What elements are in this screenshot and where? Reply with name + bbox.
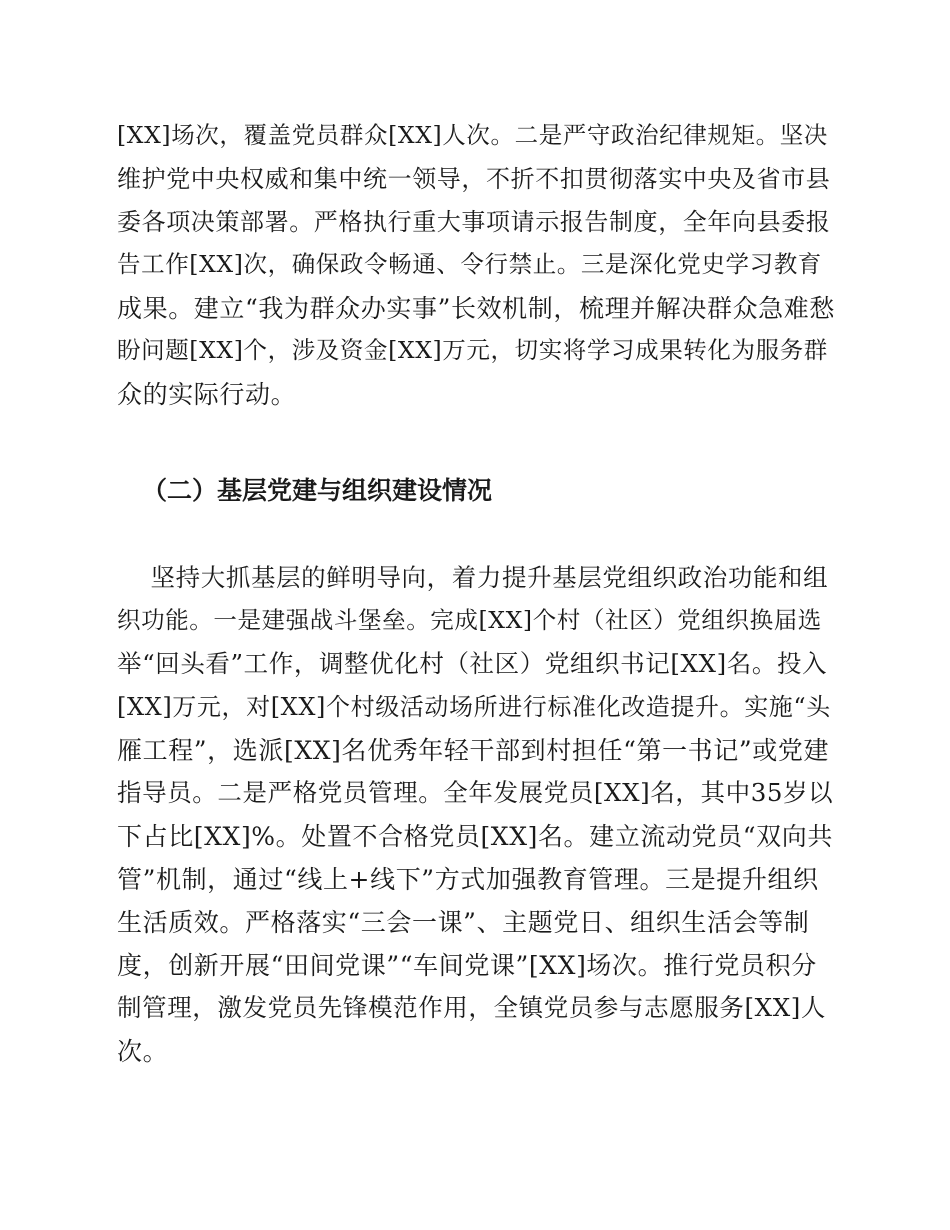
paragraph-1-line: 维护党中央权威和集中统一领导，不折不扣贯彻落实中央及省市县 [117,165,831,193]
paragraph-1-line: 告工作[XX]次，确保政令畅通、令行禁止。三是深化党史学习教育 [117,250,822,278]
paragraph-2-line: 下占比[XX]%。处置不合格党员[XX]名。建立流动党员“双向共 [117,822,833,851]
paragraph-2-line: 指导员。二是严格党员管理。全年发展党员[XX]名，其中35岁以 [117,778,834,807]
paragraph-2-line: 制管理，激发党员先锋模范作用，全镇党员参与志愿服务[XX]人 [117,993,826,1022]
paragraph-1-line: 众的实际行动。 [117,380,297,409]
paragraph-2-line: 织功能。一是建强战斗堡垒。完成[XX]个村（社区）党组织换届选 [117,606,822,634]
paragraph-1-line: 成果。建立“我为群众办实事”长效机制，梳理并解决群众急难愁 [117,294,835,323]
paragraph-2-line: 度，创新开展“田间党课”“车间党课”[XX]场次。推行党员积分 [117,951,817,980]
paragraph-2-line: 次。 [117,1037,169,1066]
paragraph-2-line: [XX]万元，对[XX]个村级活动场所进行标准化改造提升。实施“头 [117,693,831,721]
section-heading: （二）基层党建与组织建设情况 [142,476,493,505]
paragraph-1-line: 委各项决策部署。严格执行重大事项请示报告制度，全年向县委报 [117,208,831,236]
paragraph-1-line: [XX]场次，覆盖党员群众[XX]人次。二是严守政治纪律规矩。坚决 [117,121,828,149]
paragraph-2-line: 雁工程”，选派[XX]名优秀年轻干部到村担任“第一书记”或党建 [117,736,830,765]
paragraph-2-line: 生活质效。严格落实“三会一课”、主题党日、组织生活会等制 [117,908,810,937]
paragraph-2-line: 坚持大抓基层的鲜明导向，着力提升基层党组织政治功能和组 [117,563,829,592]
paragraph-2-line: 举“回头看”工作，调整优化村（社区）党组织书记[XX]名。投入 [117,649,828,678]
paragraph-1-line: 盼问题[XX]个，涉及资金[XX]万元，切实将学习成果转化为服务群 [117,336,828,364]
paragraph-2-line: 管”机制，通过“线上+线下”方式加强教育管理。三是提升组织 [117,865,819,894]
